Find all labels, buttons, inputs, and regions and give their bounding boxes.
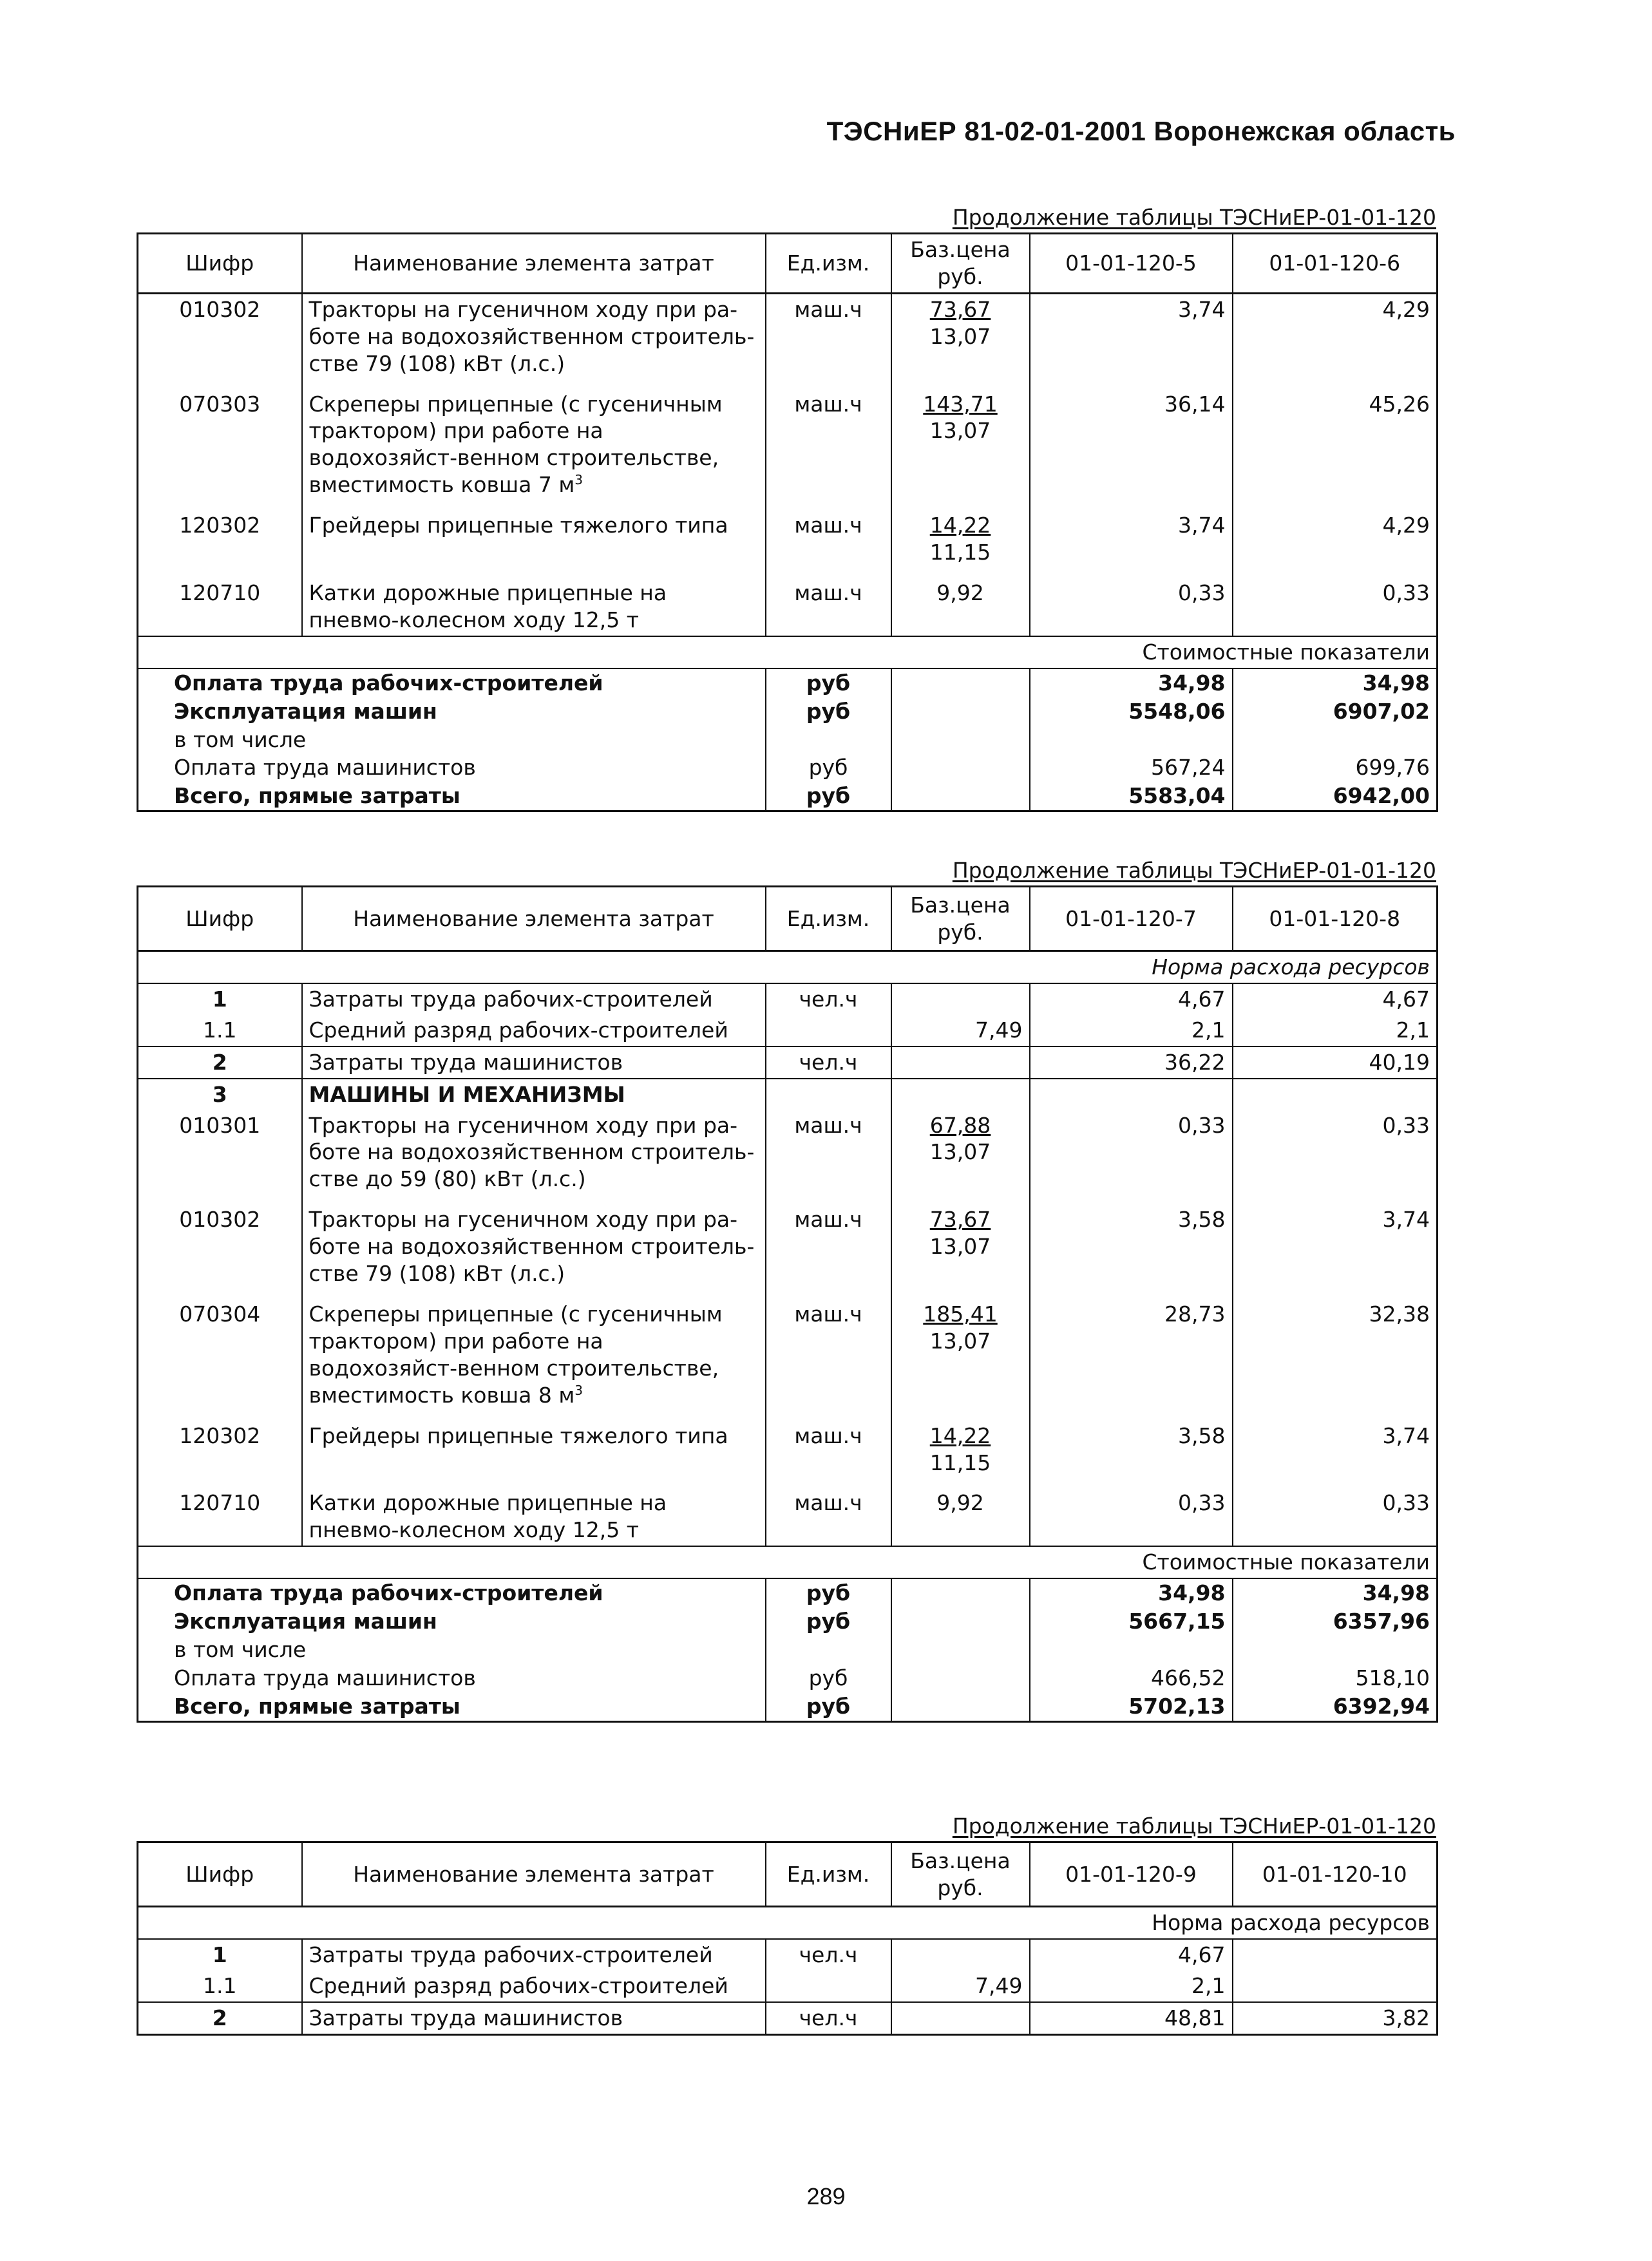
summary-value-1 bbox=[1030, 1636, 1233, 1664]
summary-price bbox=[891, 1578, 1030, 1607]
row-name: Катки дорожные прицепные на пневмо-колесном ходу 12,5 т bbox=[302, 1478, 766, 1546]
labor-row bbox=[138, 1939, 1438, 1971]
summary-value-1: 5667,15 bbox=[1030, 1607, 1233, 1636]
norm-section-label: Норма расхода ресурсов bbox=[138, 951, 1438, 983]
row-value-2: 3,74 bbox=[1233, 1411, 1438, 1479]
table-block-2 bbox=[137, 858, 1436, 1723]
summary-rows bbox=[138, 1578, 1438, 1721]
summary-value-1: 466,52 bbox=[1030, 1664, 1233, 1692]
row-unit: маш.ч bbox=[766, 379, 891, 501]
row-price: 7,49 bbox=[891, 1971, 1030, 2002]
row-name: Затраты труда машинистов bbox=[302, 2002, 766, 2034]
col-name-header: Наименование элемента затрат bbox=[302, 887, 766, 951]
price-value: 73,67 bbox=[929, 296, 991, 322]
table-block-1 bbox=[137, 205, 1436, 812]
machines-heading-row bbox=[138, 1079, 1438, 1110]
row-value-1: 2,1 bbox=[1030, 1971, 1233, 2002]
row-unit: маш.ч bbox=[766, 500, 891, 568]
row-value-1: 4,67 bbox=[1030, 983, 1233, 1015]
summary-value-1: 5548,06 bbox=[1030, 697, 1233, 726]
col-10-header: 01-01-120-10 bbox=[1233, 1842, 1438, 1907]
summary-value-2 bbox=[1233, 726, 1438, 754]
norm-section-row bbox=[138, 951, 1438, 983]
cubic-superscript: 3 bbox=[574, 472, 583, 488]
row-value-1: 36,14 bbox=[1030, 379, 1233, 501]
machine-rows bbox=[138, 293, 1438, 636]
labor-rows bbox=[138, 983, 1438, 1079]
summary-value-2: 34,98 bbox=[1233, 668, 1438, 697]
col-code-header: Шифр bbox=[138, 1842, 302, 1907]
row-name: Средний разряд рабочих-строителей bbox=[302, 1015, 766, 1046]
row-code: 010301 bbox=[179, 1112, 261, 1138]
cost-section-row bbox=[138, 1546, 1438, 1578]
summary-row bbox=[138, 1664, 1438, 1692]
summary-row bbox=[138, 1636, 1438, 1664]
row-price bbox=[891, 568, 1030, 636]
col-name-header: Наименование элемента затрат bbox=[302, 1842, 766, 1907]
table-row bbox=[138, 568, 1438, 636]
table-header-row bbox=[138, 234, 1438, 294]
row-unit: маш.ч bbox=[766, 1478, 891, 1546]
summary-price bbox=[891, 782, 1030, 811]
price-wage: 11,15 bbox=[929, 540, 991, 565]
document-title: ТЭСНиЕР 81-02-01-2001 Воронежская область bbox=[826, 116, 1456, 146]
row-unit: маш.ч bbox=[766, 1110, 891, 1195]
row-value-1: 3,58 bbox=[1030, 1411, 1233, 1479]
row-code: 2 bbox=[138, 1046, 302, 1079]
col-unit-header: Ед.изм. bbox=[766, 234, 891, 294]
col-price-header: Баз.цена руб. bbox=[891, 234, 1030, 294]
table-header-row bbox=[138, 1842, 1438, 1907]
row-value-1: 48,81 bbox=[1030, 2002, 1233, 2034]
row-value-1: 36,22 bbox=[1030, 1046, 1233, 1079]
summary-unit: руб bbox=[766, 1664, 891, 1692]
row-unit: маш.ч bbox=[766, 568, 891, 636]
row-price bbox=[891, 1939, 1030, 1971]
summary-unit: руб bbox=[766, 1692, 891, 1721]
table-row bbox=[138, 1195, 1438, 1289]
row-name: Грейдеры прицепные тяжелого типа bbox=[302, 500, 766, 568]
summary-value-2: 6907,02 bbox=[1233, 697, 1438, 726]
row-price bbox=[891, 1411, 1030, 1479]
row-code: 120302 bbox=[179, 1423, 261, 1448]
summary-label: Оплата труда машинистов bbox=[174, 1665, 476, 1690]
summary-row bbox=[138, 782, 1438, 811]
summary-value-2: 6357,96 bbox=[1233, 1607, 1438, 1636]
resource-table-3 bbox=[137, 1841, 1438, 2036]
col-8-header: 01-01-120-8 bbox=[1233, 887, 1438, 951]
row-unit: чел.ч bbox=[766, 1939, 891, 1971]
summary-price bbox=[891, 1664, 1030, 1692]
summary-value-1 bbox=[1030, 726, 1233, 754]
col-price-header: Баз.цена руб. bbox=[891, 887, 1030, 951]
summary-label: Оплата труда машинистов bbox=[174, 755, 476, 780]
row-unit: маш.ч bbox=[766, 293, 891, 379]
col-5-header: 01-01-120-5 bbox=[1030, 234, 1233, 294]
summary-row bbox=[138, 726, 1438, 754]
summary-row bbox=[138, 1578, 1438, 1607]
summary-label: Эксплуатация машин bbox=[174, 698, 437, 724]
labor-row bbox=[138, 1015, 1438, 1046]
summary-unit bbox=[766, 1636, 891, 1664]
price-value: 14,22 bbox=[929, 513, 991, 538]
summary-row bbox=[138, 697, 1438, 726]
row-value-2: 40,19 bbox=[1233, 1046, 1438, 1079]
table-row bbox=[138, 379, 1438, 501]
summary-label: Оплата труда рабочих-строителей bbox=[174, 1580, 603, 1606]
row-value-2: 4,29 bbox=[1233, 293, 1438, 379]
row-unit bbox=[766, 1015, 891, 1046]
summary-value-2: 699,76 bbox=[1233, 753, 1438, 782]
cost-section-label: Стоимостные показатели bbox=[138, 636, 1438, 668]
table-caption: Продолжение таблицы ТЭСНиЕР-01-01-120 bbox=[952, 205, 1436, 230]
row-unit: чел.ч bbox=[766, 1046, 891, 1079]
row-price bbox=[891, 500, 1030, 568]
machines-code: 3 bbox=[138, 1079, 302, 1110]
row-price bbox=[891, 2002, 1030, 2034]
col-7-header: 01-01-120-7 bbox=[1030, 887, 1233, 951]
row-value-2: 4,67 bbox=[1233, 983, 1438, 1015]
price-value: 67,88 bbox=[929, 1112, 991, 1138]
row-code: 070303 bbox=[179, 391, 261, 417]
row-value-2: 45,26 bbox=[1233, 379, 1438, 501]
summary-unit: руб bbox=[766, 782, 891, 811]
row-code: 1 bbox=[212, 986, 227, 1012]
price-wage: 13,07 bbox=[929, 418, 991, 444]
row-unit: маш.ч bbox=[766, 1411, 891, 1479]
norm-section-row bbox=[138, 1907, 1438, 1939]
row-name: Скреперы прицепные (с гусеничным трактором) при работе на водохозяйст-венном строительстве, вместимость ковша 8 $м^3$ bbox=[302, 1289, 766, 1411]
summary-unit bbox=[766, 726, 891, 754]
cubic-superscript: 3 bbox=[574, 1382, 583, 1398]
row-name: Затраты труда машинистов bbox=[302, 1046, 766, 1079]
summary-label: в том числе bbox=[174, 726, 307, 752]
row-price bbox=[891, 1289, 1030, 1411]
price-wage: 13,07 bbox=[929, 1139, 991, 1165]
summary-value-2: 6392,94 bbox=[1233, 1692, 1438, 1721]
row-code: 120710 bbox=[179, 1490, 261, 1516]
summary-unit: руб bbox=[766, 668, 891, 697]
row-value-2: 3,82 bbox=[1233, 2002, 1438, 2034]
labor-row bbox=[138, 983, 1438, 1015]
table-row bbox=[138, 1110, 1438, 1195]
price-wage: 13,07 bbox=[929, 323, 991, 349]
summary-value-1: 5583,04 bbox=[1030, 782, 1233, 811]
summary-row bbox=[138, 753, 1438, 782]
table-caption: Продолжение таблицы ТЭСНиЕР-01-01-120 bbox=[952, 1813, 1436, 1839]
summary-value-1: 5702,13 bbox=[1030, 1692, 1233, 1721]
summary-unit: руб bbox=[766, 697, 891, 726]
row-name: Тракторы на гусеничном ходу при ра-боте на водохозяйственном строитель-стве 79 (108) кВт (л.с.) bbox=[302, 293, 766, 379]
price-value: 185,41 bbox=[923, 1301, 998, 1327]
row-code: 2 bbox=[138, 2002, 302, 2034]
row-price bbox=[891, 1195, 1030, 1289]
summary-price bbox=[891, 697, 1030, 726]
row-name: Тракторы на гусеничном ходу при ра-боте на водохозяйственном строитель-стве до 59 (80) кВт (л.с.) bbox=[302, 1110, 766, 1195]
price-value: 9,92 bbox=[936, 580, 984, 605]
row-price bbox=[891, 983, 1030, 1015]
row-price bbox=[891, 379, 1030, 501]
resource-table-1 bbox=[137, 232, 1438, 812]
row-code: 1.1 bbox=[203, 1017, 237, 1043]
summary-unit: руб bbox=[766, 1578, 891, 1607]
labor-rows bbox=[138, 1939, 1438, 2034]
summary-row bbox=[138, 668, 1438, 697]
row-value-2: 3,74 bbox=[1233, 1195, 1438, 1289]
col-unit-header: Ед.изм. bbox=[766, 887, 891, 951]
summary-price bbox=[891, 1636, 1030, 1664]
price-wage: 13,07 bbox=[929, 1234, 991, 1260]
row-code: 010302 bbox=[179, 296, 261, 322]
row-value-2: 32,38 bbox=[1233, 1289, 1438, 1411]
summary-row bbox=[138, 1607, 1438, 1636]
row-unit: чел.ч bbox=[766, 2002, 891, 2034]
row-name: Катки дорожные прицепные на пневмо-колесном ходу 12,5 т bbox=[302, 568, 766, 636]
row-code: 120710 bbox=[179, 580, 261, 605]
row-value-2: 0,33 bbox=[1233, 1478, 1438, 1546]
row-value-1: 0,33 bbox=[1030, 1110, 1233, 1195]
row-code: 120302 bbox=[179, 513, 261, 538]
table-row bbox=[138, 1289, 1438, 1411]
price-value: 14,22 bbox=[929, 1423, 991, 1448]
summary-unit: руб bbox=[766, 1607, 891, 1636]
summary-price bbox=[891, 1692, 1030, 1721]
row-code: 070304 bbox=[179, 1301, 261, 1327]
table-header-row bbox=[138, 887, 1438, 951]
norm-section-label: Норма расхода ресурсов bbox=[138, 1907, 1438, 1939]
summary-price bbox=[891, 668, 1030, 697]
row-name: Средний разряд рабочих-строителей bbox=[302, 1971, 766, 2002]
row-price bbox=[891, 293, 1030, 379]
row-price bbox=[891, 1046, 1030, 1079]
summary-value-2 bbox=[1233, 1636, 1438, 1664]
price-wage: 11,15 bbox=[929, 1450, 991, 1475]
row-price bbox=[891, 1478, 1030, 1546]
table-row bbox=[138, 1478, 1438, 1546]
row-unit: маш.ч bbox=[766, 1289, 891, 1411]
row-value-1: 3,74 bbox=[1030, 293, 1233, 379]
row-value-2: 4,29 bbox=[1233, 500, 1438, 568]
summary-label: Эксплуатация машин bbox=[174, 1609, 437, 1634]
row-value-2 bbox=[1233, 1939, 1438, 1971]
machine-rows bbox=[138, 1110, 1438, 1547]
table-row bbox=[138, 1411, 1438, 1479]
summary-value-2: 518,10 bbox=[1233, 1664, 1438, 1692]
summary-rows bbox=[138, 668, 1438, 811]
row-name: Грейдеры прицепные тяжелого типа bbox=[302, 1411, 766, 1479]
row-name: Скреперы прицепные (с гусеничным трактором) при работе на водохозяйст-венном строительстве, вместимость ковша 7 $м^3$ bbox=[302, 379, 766, 501]
row-unit: маш.ч bbox=[766, 1195, 891, 1289]
row-value-1: 3,74 bbox=[1030, 500, 1233, 568]
summary-label: Оплата труда рабочих-строителей bbox=[174, 670, 603, 695]
summary-label: Всего, прямые затраты bbox=[174, 783, 460, 809]
page-number: 289 bbox=[806, 2183, 846, 2209]
summary-price bbox=[891, 1607, 1030, 1636]
col-code-header: Шифр bbox=[138, 234, 302, 294]
col-name-header: Наименование элемента затрат bbox=[302, 234, 766, 294]
table-block-3 bbox=[137, 1813, 1436, 2036]
summary-value-1: 567,24 bbox=[1030, 753, 1233, 782]
summary-label: Всего, прямые затраты bbox=[174, 1693, 460, 1719]
col-9-header: 01-01-120-9 bbox=[1030, 1842, 1233, 1907]
row-name: Тракторы на гусеничном ходу при ра-боте на водохозяйственном строитель-стве 79 (108) кВт (л.с.) bbox=[302, 1195, 766, 1289]
row-value-2 bbox=[1233, 1971, 1438, 2002]
price-value: 9,92 bbox=[936, 1490, 984, 1516]
row-value-2: 2,1 bbox=[1233, 1015, 1438, 1046]
resource-table-2 bbox=[137, 885, 1438, 1723]
row-price bbox=[891, 1110, 1030, 1195]
cost-section-label: Стоимостные показатели bbox=[138, 1546, 1438, 1578]
row-value-1: 0,33 bbox=[1030, 1478, 1233, 1546]
summary-value-1: 34,98 bbox=[1030, 1578, 1233, 1607]
row-name: Затраты труда рабочих-строителей bbox=[302, 1939, 766, 1971]
table-row bbox=[138, 293, 1438, 379]
price-value: 143,71 bbox=[923, 391, 998, 417]
summary-value-2: 34,98 bbox=[1233, 1578, 1438, 1607]
row-unit: чел.ч bbox=[766, 983, 891, 1015]
summary-value-2: 6942,00 bbox=[1233, 782, 1438, 811]
price-value: 73,67 bbox=[929, 1207, 991, 1233]
summary-price bbox=[891, 726, 1030, 754]
cost-section-row bbox=[138, 636, 1438, 668]
summary-value-1: 34,98 bbox=[1030, 668, 1233, 697]
table-row bbox=[138, 500, 1438, 568]
col-code-header: Шифр bbox=[138, 887, 302, 951]
col-price-header: Баз.цена руб. bbox=[891, 1842, 1030, 1907]
row-value-1: 3,58 bbox=[1030, 1195, 1233, 1289]
summary-price bbox=[891, 753, 1030, 782]
row-value-1: 28,73 bbox=[1030, 1289, 1233, 1411]
col-unit-header: Ед.изм. bbox=[766, 1842, 891, 1907]
machines-title: МАШИНЫ И МЕХАНИЗМЫ bbox=[302, 1079, 766, 1110]
row-value-2: 0,33 bbox=[1233, 568, 1438, 636]
labor-row bbox=[138, 1971, 1438, 2002]
price-wage: 13,07 bbox=[929, 1328, 991, 1354]
row-unit bbox=[766, 1971, 891, 2002]
row-price: 7,49 bbox=[891, 1015, 1030, 1046]
row-value-1: 4,67 bbox=[1030, 1939, 1233, 1971]
labor-row bbox=[138, 2002, 1438, 2034]
row-value-1: 2,1 bbox=[1030, 1015, 1233, 1046]
summary-unit: руб bbox=[766, 753, 891, 782]
col-6-header: 01-01-120-6 bbox=[1233, 234, 1438, 294]
row-value-2: 0,33 bbox=[1233, 1110, 1438, 1195]
summary-label: в том числе bbox=[174, 1636, 307, 1662]
table-caption: Продолжение таблицы ТЭСНиЕР-01-01-120 bbox=[952, 858, 1436, 883]
labor-row bbox=[138, 1046, 1438, 1079]
row-code: 1.1 bbox=[203, 1972, 237, 1998]
row-value-1: 0,33 bbox=[1030, 568, 1233, 636]
row-name: Затраты труда рабочих-строителей bbox=[302, 983, 766, 1015]
summary-row bbox=[138, 1692, 1438, 1721]
row-code: 010302 bbox=[179, 1207, 261, 1233]
row-code: 1 bbox=[212, 1942, 227, 1967]
